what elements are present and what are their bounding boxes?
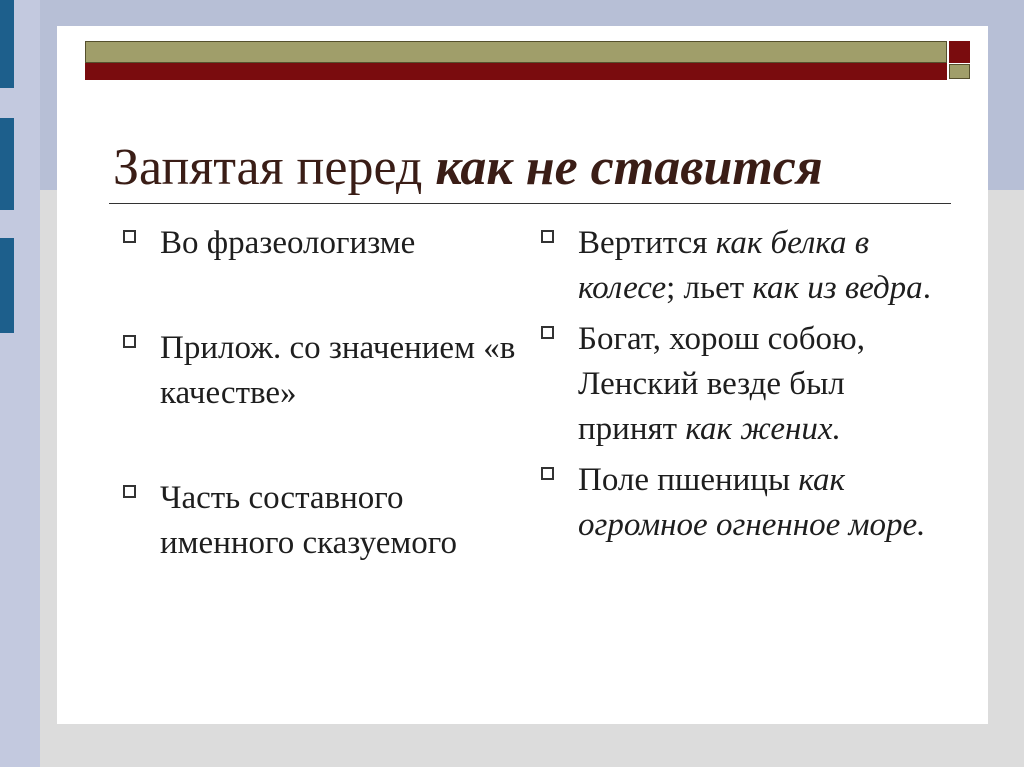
right-column [541,221,941,548]
italic-text-run: как белка в колесе [578,225,870,306]
header-square-olive [949,64,970,79]
list-item [541,458,941,548]
text-run: ; льет [666,270,753,306]
slide-title [113,138,823,198]
italic-text-run: как из ведра [752,270,923,306]
square-bullet-icon [123,335,136,348]
text-run: Поле пшеницы [578,462,799,498]
header-square-red [949,41,970,63]
list-item [123,221,523,266]
header-bar-olive [85,41,947,63]
list-item-text: Во фразеологизме [160,225,416,261]
square-bullet-icon [541,467,554,480]
header-bar-red [85,63,947,80]
square-bullet-icon [123,230,136,243]
side-strip-2 [0,118,14,210]
text-run: Богат, хорош собою, Ленский везде был принят [578,321,865,447]
square-bullet-icon [123,485,136,498]
list-item [541,317,941,452]
list-item-text: Часть составного именного сказуемого [160,480,457,561]
square-bullet-icon [541,230,554,243]
background-left-panel [0,0,40,767]
left-column [123,221,523,566]
title-divider [109,203,951,204]
italic-text-run: как жених. [685,411,841,447]
side-strip-1 [0,0,14,88]
title-emphasis: как не ставится [435,139,823,196]
title-plain: Запятая перед [113,139,436,196]
list-item-text: Прилож. со значением «в качестве» [160,330,516,411]
list-item [541,221,941,311]
text-run: . [922,270,931,306]
text-run: Вертится [578,225,716,261]
side-strip-3 [0,238,14,333]
italic-text-run: как огромное огненное море. [578,462,926,543]
slide [57,26,988,724]
square-bullet-icon [541,326,554,339]
list-item [123,326,523,416]
list-item [123,476,523,566]
